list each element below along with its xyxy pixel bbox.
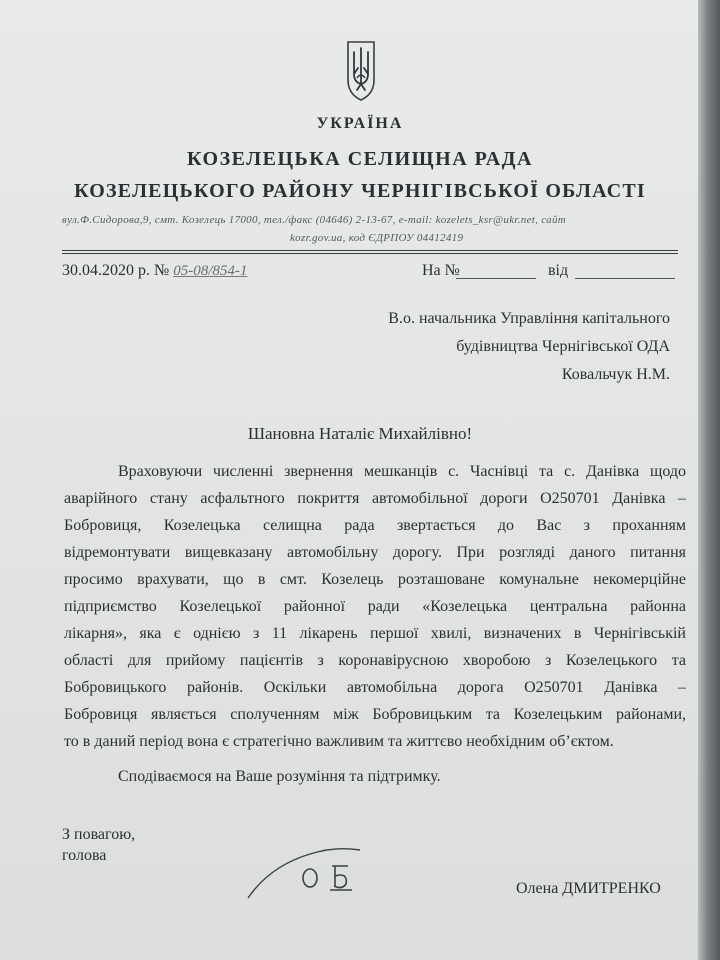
date-prefix: 30.04.2020 р. № [62,262,170,279]
handwritten-signature-icon [240,826,410,906]
regards-text: З повагою, [62,826,136,843]
body-line: підприємство Козелецької районної ради «Козелецька центральна районна [64,598,686,615]
from-label: від [548,262,569,279]
addressee-line-3: Ковальчук Н.М. [561,366,670,383]
body-line: Бобровиця, Козелецька селищна рада звертається до Вас з проханням [64,517,686,534]
body-line: області для прийому пацієнтів з коронавірусною хворобою з Козелецького та [64,652,686,669]
position-text: голова [62,847,107,864]
handwritten-number: 05-08/854-1 [173,263,248,279]
salutation: Шановна Наталіє Михайлівно! [247,424,473,443]
body-line: то в даний період вона є стратегічно важливим та життєво необхідним об’єктом. [64,733,614,750]
body-line: відремонтувати вищевказану автомобільну дорогу. При розгляді даного питання [64,544,686,561]
body-line: Враховуючи численні звернення мешканців с. Часнівці та с. Данівка щодо [118,463,686,480]
contacts-line-1: вул.Ф.Сидорова,9, смт. Козелець 17000, тел./факс (04646) 2-13-67, e-mail: kozelets_ksr@ukr.net, сайт [62,214,566,226]
body-line: Бобровицького районів. Оскільки автомобільна дорога О250701 Данівка – [64,679,686,696]
body-line: Бобровиця являється сполученням між Бобровицьким та Козелецьким районами, [64,706,686,723]
background-edge [698,0,720,960]
ref-number-blank [456,278,536,279]
trident-emblem-icon [344,38,378,102]
header-rule-bottom [62,253,678,254]
district-heading: КОЗЕЛЕЦЬКОГО РАЙОНУ ЧЕРНІГІВСЬКОЇ ОБЛАСТІ [74,180,646,202]
from-date-blank [575,278,675,279]
outgoing-date-number [62,262,247,280]
ref-number-label: На № [422,262,460,279]
country-heading: УКРАЇНА [316,115,404,132]
body-line: лікарня», яка є однією з 11 лікарень першої хвилі, визначених в Чернігівській [64,625,686,642]
addressee-line-1: В.о. начальника Управління капітального [388,310,670,327]
addressee-line-2: будівництва Чернігівської ОДА [456,338,670,355]
body-line: аварійного стану асфальтного покриття автомобільної дороги О250701 Данівка – [64,490,686,507]
header-rule-top [62,250,678,251]
body-line: просимо врахувати, що в смт. Козелець розташоване комунальне некомерційне [64,571,686,588]
contacts-line-2: kozr.gov.ua, код ЄДРПОУ 04412419 [290,232,464,244]
signatory-name: Олена ДМИТРЕНКО [516,880,661,897]
closing-line: Сподіваємося на Ваше розуміння та підтримку. [118,768,441,785]
council-heading: КОЗЕЛЕЦЬКА СЕЛИЩНА РАДА [187,148,533,170]
